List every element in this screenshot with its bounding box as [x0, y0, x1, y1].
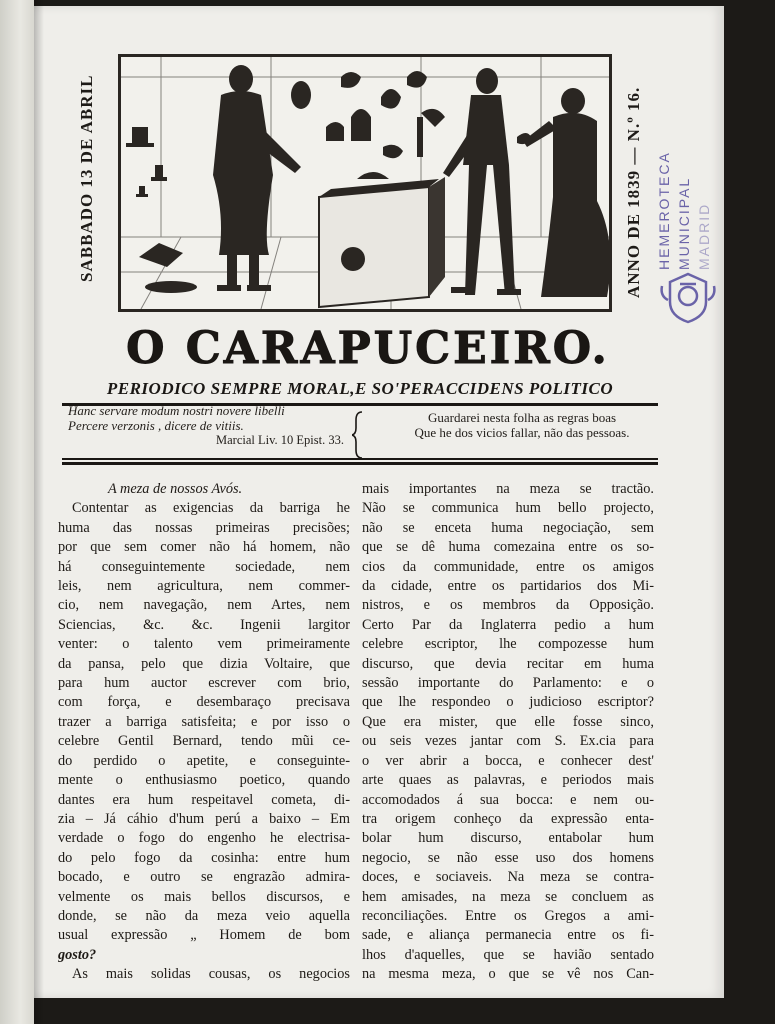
portuguese-line-2: Que he dos vicios fallar, não das pessoas.: [414, 425, 630, 440]
page-gutter-shadow: [34, 0, 44, 1024]
text-line: gosto?: [58, 946, 97, 963]
latin-line-1: Hanc servare modum nostri novere libelli: [68, 403, 285, 418]
facing-page-edge: [0, 0, 34, 1024]
masthead-illustration: [118, 54, 612, 312]
text-line: da cidade, entre os partidarios dos Mi-: [362, 578, 654, 595]
text-line: ou seis vezes jantar com S. Ex.cia para: [362, 733, 654, 750]
text-line: doces, e sociaveis. Na meza se contra-: [362, 869, 654, 886]
text-line: por que sem comer não há homem, não: [58, 539, 350, 556]
text-line: As mais solidas cousas, os negocios: [72, 966, 350, 983]
epigraph-citation: Marcial Liv. 10 Epist. 33.: [216, 433, 344, 447]
text-line: cio, nem navegação, nem Artes, nem: [58, 597, 350, 614]
text-line: da pansa, pelo que dizia Voltaire, que: [58, 655, 350, 672]
issue-date: SABBADO 13 DE ABRIL: [77, 74, 96, 282]
text-line: para hum auctor escrever com brio,: [58, 675, 350, 692]
text-line: lhos d'aquelles, que se havião sentado: [362, 946, 654, 963]
text-line: não se enceta huma negociação, sem: [362, 519, 654, 536]
text-line: usual expressão „ Homem de bom: [58, 927, 350, 944]
text-line: negocio, se não esse uso dos homens: [362, 849, 654, 866]
text-line: com força, e desembaraço precisava: [58, 694, 350, 711]
text-line: hem amisades, na meza se concluem as: [362, 888, 654, 905]
text-line: tra origem conheço da expressão enta-: [362, 810, 654, 827]
text-line: bocado, e outro se engrazão admira-: [58, 869, 350, 886]
text-line: donde, se não da meza veio aquella: [58, 907, 350, 924]
text-line: celebre Gentil Bernard, tendo mũi ce-: [58, 733, 350, 750]
text-line: arte quaes as palavras, e periodos mais: [362, 772, 654, 789]
text-line: velmente os mais bellos discursos, e: [58, 888, 350, 905]
brace-divider-icon: [352, 410, 368, 460]
text-line: que se dê huma comezaina entre os so-: [362, 539, 654, 556]
newspaper-subtitle: PERIODICO SEMPRE MORAL,E SO'PERACCIDENS POLITICO: [106, 379, 614, 398]
text-line: do perdido o apetite, e conseguinte-: [58, 752, 350, 769]
stamp-line-2: MUNICIPAL: [676, 176, 692, 270]
portuguese-line-1: Guardarei nesta folha as regras boas: [427, 410, 617, 425]
text-line: do pelo fogo da cosinha: entre hum: [58, 849, 350, 866]
text-line: dantes era hum respeitavel cometa, di-: [58, 791, 350, 808]
text-line: zia – Já cáhio d'hum perú a baixo – Em: [58, 810, 350, 827]
stamp-text: [654, 120, 714, 270]
text-line: há conseguintemente sociedade, nem: [58, 558, 350, 575]
article-right-column: [362, 480, 654, 983]
text-line: Contentar as exigencias da barriga he: [72, 500, 350, 517]
stamp-line-3: MADRID: [696, 202, 712, 270]
stamp-line-1: HEMEROTECA: [656, 151, 672, 270]
text-line: accomodados á sua bocca: e nem ou-: [362, 791, 654, 808]
text-line: Certo Par da Inglaterra pedio a hum: [362, 616, 654, 633]
library-stamp: [650, 112, 722, 322]
text-line: huma das nossas primeiras precisões;: [58, 519, 350, 536]
text-line: mente o enthusiasmo poetico, quando: [58, 772, 350, 789]
coat-of-arms-seal-icon: [658, 270, 718, 324]
text-line: venter: o talento vem primeiramente: [58, 636, 350, 653]
portuguese-epigraph: [386, 410, 658, 450]
text-line: mais importantes na meza se tractão.: [362, 481, 654, 497]
text-line: sade, e aliança permanecia entre os fi-: [362, 927, 654, 944]
text-line: leis, nem agricultura, nem commer-: [58, 578, 350, 595]
text-line: discurso, que devia recitar em huma: [362, 655, 654, 672]
text-line: cios da communidade, entre os amigos: [362, 558, 654, 575]
text-line: na mesma meza, o que se vê nos Can-: [362, 966, 654, 983]
latin-line-2: Percere verzonis , dicere de vitiis.: [68, 418, 244, 433]
text-line: Não se communica hum bello projecto,: [362, 500, 654, 517]
newspaper-title: O CARAPUCEIRO.: [126, 323, 610, 374]
latin-epigraph: [68, 403, 348, 457]
text-line: celebre escriptor, lhe compozesse hum: [362, 636, 654, 653]
text-line: bolar hum discurso, entabolar hum: [362, 830, 654, 847]
rule-bottom-double-b: [62, 462, 658, 465]
text-line: verdade o fogo do engenho he electrisa-: [58, 830, 350, 847]
article-left-column: [58, 480, 350, 983]
text-line: trazer a barriga satisfeita; e por isso o: [58, 713, 350, 730]
article-heading: A meza de nossos Avós.: [108, 481, 243, 497]
text-line: Sciencias, &c. &c. Ingenii largitor: [58, 616, 350, 633]
text-line: sessão importante do Parlamento: e o: [362, 675, 654, 692]
text-line: nistros, e os membros da Opposição.: [362, 597, 654, 614]
text-line: que lhe respondeo o judicioso escriptor?: [362, 694, 654, 711]
rule-bottom-double-a: [62, 458, 658, 460]
issue-year-number: ANNO DE 1839 — N.º 16.: [624, 86, 643, 298]
text-line: reconciliações. Entre os Gregos a ami-: [362, 907, 654, 924]
text-line: Que era mister, que elle fosse sinco,: [362, 713, 654, 730]
hat-shop-engraving: [121, 57, 609, 309]
text-line: o ver abrir a bocca, e conhecer dest': [362, 752, 654, 769]
